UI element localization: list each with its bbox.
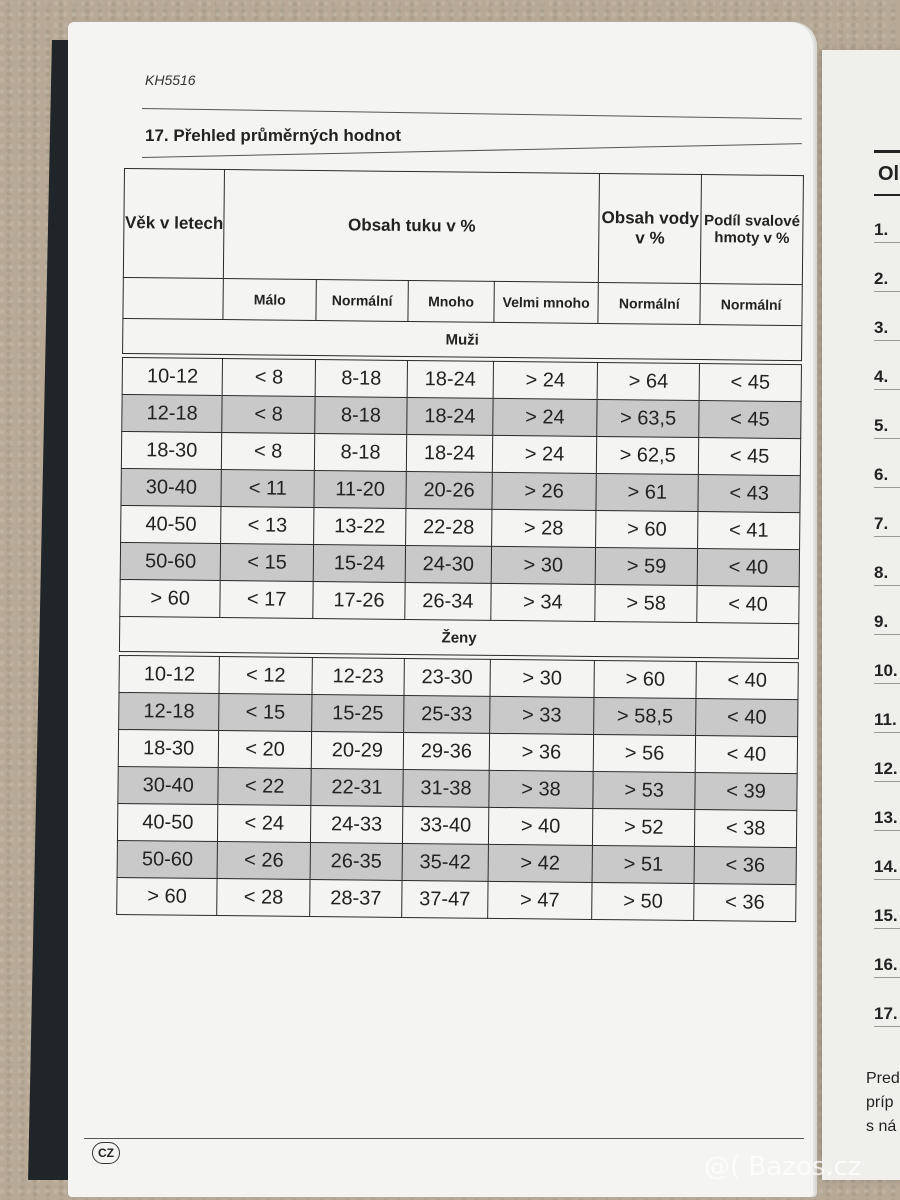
right-page-number: 16. (874, 955, 900, 978)
average-values-table (116, 168, 804, 922)
watermark: @( Bazos.cz (704, 1152, 862, 1182)
value-cell: < 41 (698, 512, 800, 550)
value-cell: 11-20 (314, 471, 407, 509)
value-cell: 25-33 (404, 695, 490, 733)
age-cell: 18-30 (121, 431, 222, 469)
subheader-row (123, 277, 802, 325)
value-cell: < 43 (698, 475, 800, 513)
value-cell: > 62,5 (597, 436, 699, 474)
value-cell: < 36 (694, 884, 796, 922)
section-title: 17. Přehled průměrných hodnot (145, 126, 401, 145)
value-cell: > 60 (596, 510, 698, 548)
age-cell: 10-12 (122, 357, 223, 395)
header-age: Věk v letech (123, 169, 225, 279)
average-values-table-wrapper (116, 168, 804, 922)
value-cell: > 26 (492, 472, 597, 510)
right-page-number: 9. (874, 612, 900, 635)
subheader-cell: Mnoho (408, 280, 494, 322)
age-cell: 50-60 (117, 840, 218, 878)
value-cell: < 20 (219, 731, 312, 769)
value-cell: 18-24 (407, 397, 493, 435)
right-page-number: 10. (874, 661, 900, 684)
value-cell: < 13 (221, 507, 314, 545)
value-cell: > 24 (492, 435, 597, 473)
value-cell: 18-24 (407, 434, 493, 472)
value-cell: < 22 (218, 768, 311, 806)
age-cell: > 60 (117, 877, 218, 915)
value-cell: < 45 (698, 438, 800, 476)
right-page-number: 3. (874, 318, 900, 341)
value-cell: 15-24 (313, 545, 406, 583)
value-cell: < 12 (219, 657, 312, 695)
value-cell: 15-25 (311, 694, 404, 732)
value-cell: > 58,5 (594, 697, 696, 735)
value-cell: > 36 (489, 733, 594, 771)
subheader-cell: Normální (598, 282, 700, 324)
value-cell: 23-30 (404, 658, 490, 696)
model-number: KH5516 (145, 72, 196, 88)
subheader-cell: Velmi mnoho (494, 281, 599, 323)
age-cell: 50-60 (120, 542, 221, 580)
footer-rule (84, 1138, 804, 1139)
value-cell: > 42 (488, 844, 593, 882)
age-cell: 40-50 (121, 505, 222, 543)
right-page-number: 15. (874, 906, 900, 929)
value-cell: > 53 (593, 771, 695, 809)
right-page-number: 8. (874, 563, 900, 586)
right-page-number: 1. (874, 220, 900, 243)
value-cell: 20-29 (311, 731, 404, 769)
value-cell: > 50 (592, 882, 694, 920)
value-cell: 20-26 (406, 471, 492, 509)
value-cell: 8-18 (315, 360, 408, 398)
value-cell: < 15 (221, 544, 314, 582)
value-cell: > 28 (491, 509, 596, 547)
value-cell: 22-28 (406, 508, 492, 546)
value-cell: 26-35 (310, 842, 403, 880)
value-cell: > 30 (491, 546, 596, 584)
right-page-number: 7. (874, 514, 900, 537)
value-cell: > 52 (593, 808, 695, 846)
value-cell: 24-30 (405, 545, 491, 583)
value-cell: > 60 (594, 660, 696, 698)
right-page-number: 2. (874, 269, 900, 292)
value-cell: < 40 (695, 736, 797, 774)
value-cell: 24-33 (310, 805, 403, 843)
value-cell: < 45 (699, 401, 801, 439)
value-cell: 18-24 (407, 360, 493, 398)
value-cell: < 11 (221, 470, 314, 508)
value-cell: > 34 (491, 583, 596, 621)
header-muscle: Podíl svalové hmoty v % (700, 175, 803, 285)
value-cell: < 8 (222, 433, 315, 471)
value-cell: 22-31 (311, 768, 404, 806)
value-cell: < 26 (218, 842, 311, 880)
group-label: Muži (123, 318, 802, 360)
value-cell: 37-47 (402, 880, 488, 918)
value-cell: > 64 (597, 362, 699, 400)
value-cell: > 24 (492, 398, 597, 436)
value-cell: < 15 (219, 694, 312, 732)
value-cell: 33-40 (403, 806, 489, 844)
value-cell: > 58 (595, 584, 697, 622)
value-cell: < 17 (220, 581, 313, 619)
table-row (117, 877, 796, 921)
value-cell: < 45 (699, 364, 801, 402)
value-cell: < 39 (695, 773, 797, 811)
right-page-text-line: Pred (866, 1070, 900, 1087)
value-cell: > 63,5 (597, 399, 699, 437)
value-cell: 31-38 (403, 769, 489, 807)
age-cell: 12-18 (119, 692, 220, 730)
value-cell: 17-26 (313, 582, 406, 620)
value-cell: 12-23 (312, 657, 405, 695)
value-cell: > 56 (593, 734, 695, 772)
right-page-text-line: príp (866, 1094, 894, 1111)
value-cell: < 8 (222, 396, 315, 434)
age-cell: 12-18 (122, 394, 223, 432)
header-fat: Obsah tuku v % (224, 170, 600, 283)
right-page-number: 17. (874, 1004, 900, 1027)
value-cell: 26-34 (405, 582, 491, 620)
right-page-number: 14. (874, 857, 900, 880)
subheader-cell: Normální (316, 280, 409, 322)
right-page-text-line: s ná (866, 1118, 897, 1135)
age-cell: 10-12 (119, 655, 220, 693)
subheader-cell: Málo (223, 279, 316, 321)
age-cell: 18-30 (118, 729, 219, 767)
value-cell: > 40 (488, 807, 593, 845)
right-page-heading: Ol (874, 150, 900, 196)
value-cell: > 24 (493, 361, 598, 399)
subheader-cell: Normální (700, 284, 802, 326)
right-page-number: 12. (874, 759, 900, 782)
right-page-number: 11. (874, 710, 900, 733)
value-cell: > 47 (487, 881, 592, 919)
subheader-blank (123, 277, 224, 319)
value-cell: > 61 (596, 473, 698, 511)
age-cell: 30-40 (121, 468, 222, 506)
age-cell: > 60 (120, 579, 221, 617)
value-cell: < 40 (697, 549, 799, 587)
value-cell: 29-36 (403, 732, 489, 770)
group-label: Ženy (119, 616, 798, 658)
right-page (822, 50, 900, 1180)
value-cell: > 38 (489, 770, 594, 808)
value-cell: > 30 (490, 659, 595, 697)
value-cell: < 36 (694, 847, 796, 885)
value-cell: 13-22 (313, 508, 406, 546)
value-cell: > 51 (592, 845, 694, 883)
value-cell: < 40 (697, 586, 799, 624)
value-cell: > 59 (595, 547, 697, 585)
value-cell: < 24 (218, 805, 311, 843)
value-cell: < 8 (223, 359, 316, 397)
value-cell: < 40 (696, 662, 798, 700)
right-page-number: 6. (874, 465, 900, 488)
value-cell: 35-42 (402, 843, 488, 881)
value-cell: < 28 (217, 879, 310, 917)
value-cell: < 40 (696, 699, 798, 737)
right-page-number: 5. (874, 416, 900, 439)
language-badge: CZ (92, 1142, 120, 1164)
value-cell: > 33 (489, 696, 594, 734)
right-page-number: 4. (874, 367, 900, 390)
header-water: Obsah vody v % (599, 173, 702, 283)
value-cell: < 38 (695, 810, 797, 848)
value-cell: 8-18 (315, 397, 408, 435)
value-cell: 8-18 (314, 434, 407, 472)
value-cell: 28-37 (310, 879, 403, 917)
age-cell: 40-50 (117, 803, 218, 841)
right-page-number: 13. (874, 808, 900, 831)
age-cell: 30-40 (118, 766, 219, 804)
